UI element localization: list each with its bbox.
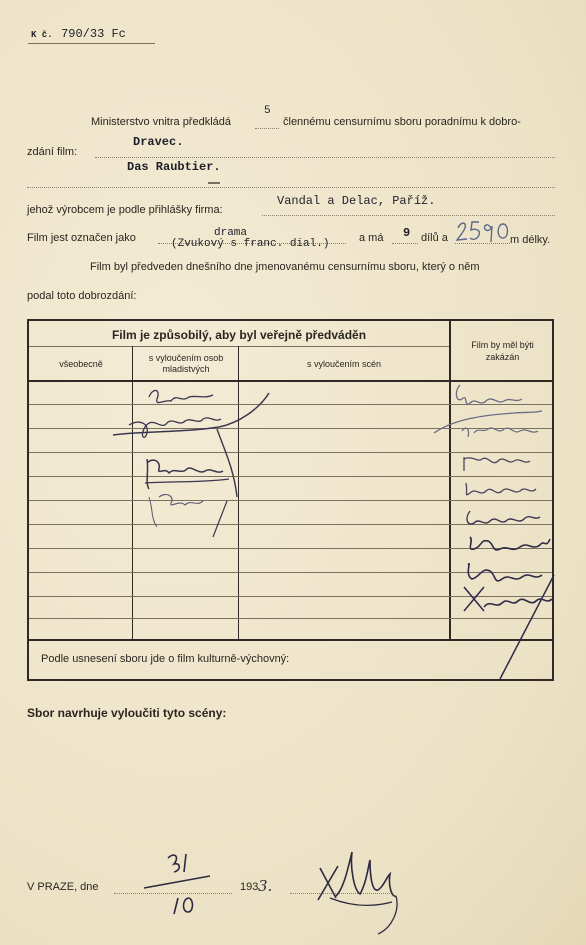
reels-line — [392, 243, 418, 244]
genre-value: drama — [214, 227, 248, 239]
film-title-line — [95, 157, 555, 158]
reels-value: 9 — [403, 226, 411, 240]
screened-line2: podal toto dobrozdání: — [27, 290, 137, 302]
header-rule-1 — [29, 346, 449, 347]
col-scenes-header: s vyloučením scén — [306, 359, 382, 369]
title-dash — [208, 182, 220, 184]
signatures-youth-column — [109, 379, 309, 544]
signoff-place: V PRAZE, dne — [27, 881, 99, 893]
col-youth-line1: s vyloučením osob — [148, 353, 224, 363]
reels-label: a má — [359, 232, 384, 244]
intro-line1-start: Ministerstvo vnitra předkládá — [91, 116, 232, 128]
member-count: 5 — [264, 105, 271, 117]
date-handwritten — [140, 848, 220, 923]
table-header-main: Film je způsobilý, aby byl veřejně předváděn — [111, 328, 367, 342]
member-count-line — [255, 128, 279, 129]
reference-prefix: K č. — [31, 30, 53, 40]
official-signature — [300, 838, 410, 943]
col-youth-line2: mladistvých — [162, 364, 210, 374]
marking-label: Film jest označen jako — [27, 232, 136, 244]
signatures-banned-column — [424, 379, 559, 684]
col-banned-header — [451, 339, 554, 363]
date-year-prefix: 193 — [240, 881, 259, 893]
length-line — [455, 243, 510, 244]
genre-note: (Zvukový s franc. dial.) — [171, 238, 330, 250]
title-line-2 — [27, 187, 555, 188]
film-label: zdání film: — [27, 146, 78, 158]
film-title-german: Das Raubtier. — [127, 160, 221, 174]
length-unit: m délky. — [510, 234, 551, 246]
length-handwritten — [455, 218, 515, 249]
col-banned-line1: Film by měl býti — [471, 340, 534, 350]
screened-line1: Film byl předveden dnešního dne jmenovanému censurnímu sboru, který o něm — [90, 261, 480, 273]
col-banned-line2: zakázán — [485, 352, 520, 362]
producer-label: jehož výrobcem je podle přihlášky firma: — [27, 204, 223, 216]
reference-value: 790/33 Fc — [61, 27, 126, 41]
producer-line — [262, 215, 555, 216]
intro-line1-end: člennému censurnímu sboru poradnímu k dobro- — [283, 116, 521, 128]
reference-number — [31, 24, 126, 42]
table-footer: Podle usnesení sboru jde o film kulturně-výchovný: — [41, 653, 290, 665]
film-title-czech: Dravec. — [133, 135, 184, 149]
reels-unit: dílů a — [421, 232, 448, 244]
col-general-header: všeobecně — [59, 359, 103, 369]
reference-underline — [28, 43, 155, 44]
producer-value: Vandal a Delac, Paříž. — [277, 194, 436, 208]
date-year-digit: 3. — [258, 877, 273, 895]
proposal-label: Sbor navrhuje vyloučiti tyto scény: — [27, 706, 227, 720]
assessment-table — [27, 319, 554, 681]
col-youth-header — [133, 353, 239, 375]
